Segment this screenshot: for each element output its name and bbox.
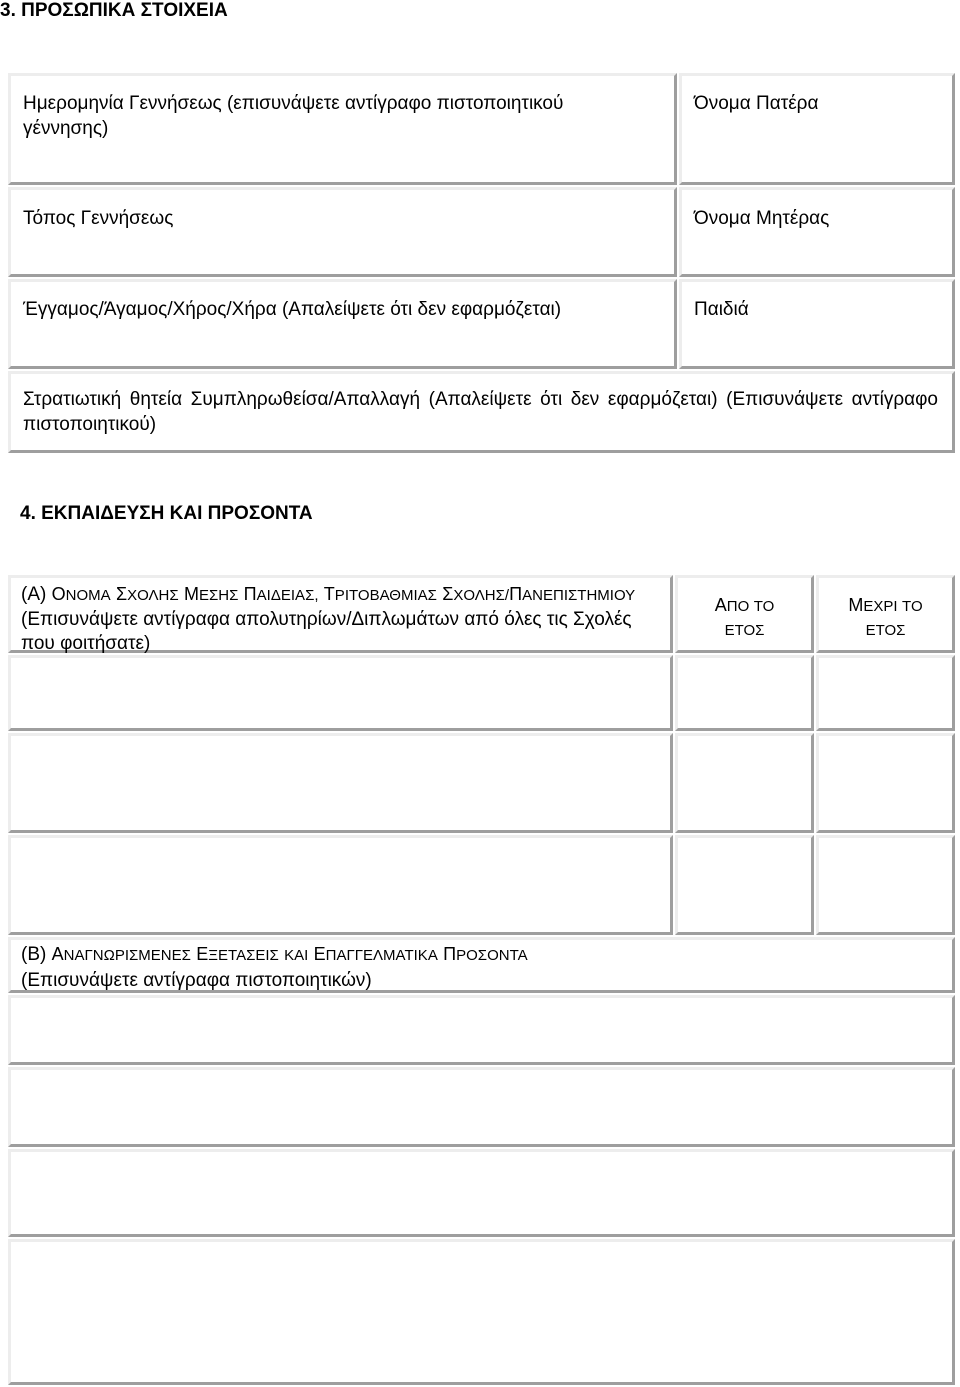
- qualifications-header: [8, 937, 955, 993]
- to-year-header: [816, 575, 955, 653]
- school-row-1-from[interactable]: [675, 655, 814, 731]
- father-name-field[interactable]: [679, 73, 955, 185]
- birth-date-field[interactable]: [8, 73, 677, 185]
- from-year-header: [675, 575, 814, 653]
- qualifications-header-text: (Β) ΑΝΑΓΝΩΡΙΣΜΕΝΕΣ ΕΞΕΤΑΣΕΙΣ ΚΑΙ ΕΠΑΓΓΕΛΜΑΤΙΚΑ ΠΡΟΣΟΝΤΑ (Επισυνάψετε αντίγραφα πιστοποιητικών): [21, 944, 528, 991]
- school-row-3-to[interactable]: [816, 835, 955, 935]
- children-label: Παιδιά: [694, 299, 749, 320]
- mother-name-label: Όνομα Μητέρας: [694, 208, 830, 229]
- school-row-2-name[interactable]: [8, 733, 673, 833]
- marital-status-field[interactable]: [8, 279, 677, 369]
- children-field[interactable]: [679, 279, 955, 369]
- section-3-heading: 3. ΠΡΟΣΩΠΙΚΑ ΣΤΟΙΧΕΙΑ: [0, 0, 228, 21]
- school-name-header-text: (Α) ΟΝΟΜΑ ΣΧΟΛΗΣ ΜΕΣΗΣ ΠΑΙΔΕΙΑΣ, ΤΡΙΤΟΒΑΘΜΙΑΣ ΣΧΟΛΗΣ/ΠΑΝΕΠΙΣΤΗΜΙΟΥ (Επισυνάψετε αντίγραφα απολυτηρίων/Διπλωμάτων από όλες τις Σχολές που φοιτήσατε): [21, 584, 636, 654]
- mother-name-field[interactable]: [679, 187, 955, 277]
- from-year-label: ΑΠΟ ΤΟ ΕΤΟΣ: [714, 595, 775, 639]
- section-4-heading: 4. ΕΚΠΑΙΔΕΥΣΗ ΚΑΙ ΠΡΟΣΟΝΤΑ: [20, 503, 313, 524]
- school-row-3-from[interactable]: [675, 835, 814, 935]
- school-row-2-to[interactable]: [816, 733, 955, 833]
- to-year-label: ΜΕΧΡΙ ΤΟ ΕΤΟΣ: [848, 595, 923, 639]
- qualification-row-1[interactable]: [8, 995, 955, 1065]
- school-row-1-name[interactable]: [8, 655, 673, 731]
- birth-place-label: Τόπος Γεννήσεως: [23, 208, 174, 229]
- school-name-header: [8, 575, 673, 653]
- birth-date-label: Ημερομηνία Γεννήσεως (επισυνάψετε αντίγραφο πιστοποιητικού γέννησης): [23, 93, 564, 139]
- school-name-smallcaps: ΟΝΟΜΑ ΣΧΟΛΗΣ ΜΕΣΗΣ ΠΑΙΔΕΙΑΣ, ΤΡΙΤΟΒΑΘΜΙΑΣ ΣΧΟΛΗΣ/ΠΑΝΕΠΙΣΤΗΜΙΟΥ: [51, 584, 636, 604]
- school-row-2-from[interactable]: [675, 733, 814, 833]
- military-service-field[interactable]: [8, 371, 955, 453]
- father-name-label: Όνομα Πατέρα: [694, 93, 819, 114]
- school-row-1-to[interactable]: [816, 655, 955, 731]
- military-service-label: Στρατιωτική θητεία Συμπληρωθείσα/Απαλλαγή (Απαλείψετε ότι δεν εφαρμόζεται) (Επισυνάψετε αντίγραφο πιστοποιητικού): [23, 389, 938, 435]
- birth-place-field[interactable]: [8, 187, 677, 277]
- qualification-row-4[interactable]: [8, 1239, 955, 1385]
- qualification-row-2[interactable]: [8, 1067, 955, 1147]
- qualifications-smallcaps: ΑΝΑΓΝΩΡΙΣΜΕΝΕΣ ΕΞΕΤΑΣΕΙΣ ΚΑΙ ΕΠΑΓΓΕΛΜΑΤΙΚΑ ΠΡΟΣΟΝΤΑ: [51, 944, 528, 964]
- school-row-3-name[interactable]: [8, 835, 673, 935]
- qualification-row-3[interactable]: [8, 1149, 955, 1237]
- marital-status-label: Έγγαμος/Άγαμος/Χήρος/Χήρα (Απαλείψετε ότι δεν εφαρμόζεται): [23, 299, 562, 320]
